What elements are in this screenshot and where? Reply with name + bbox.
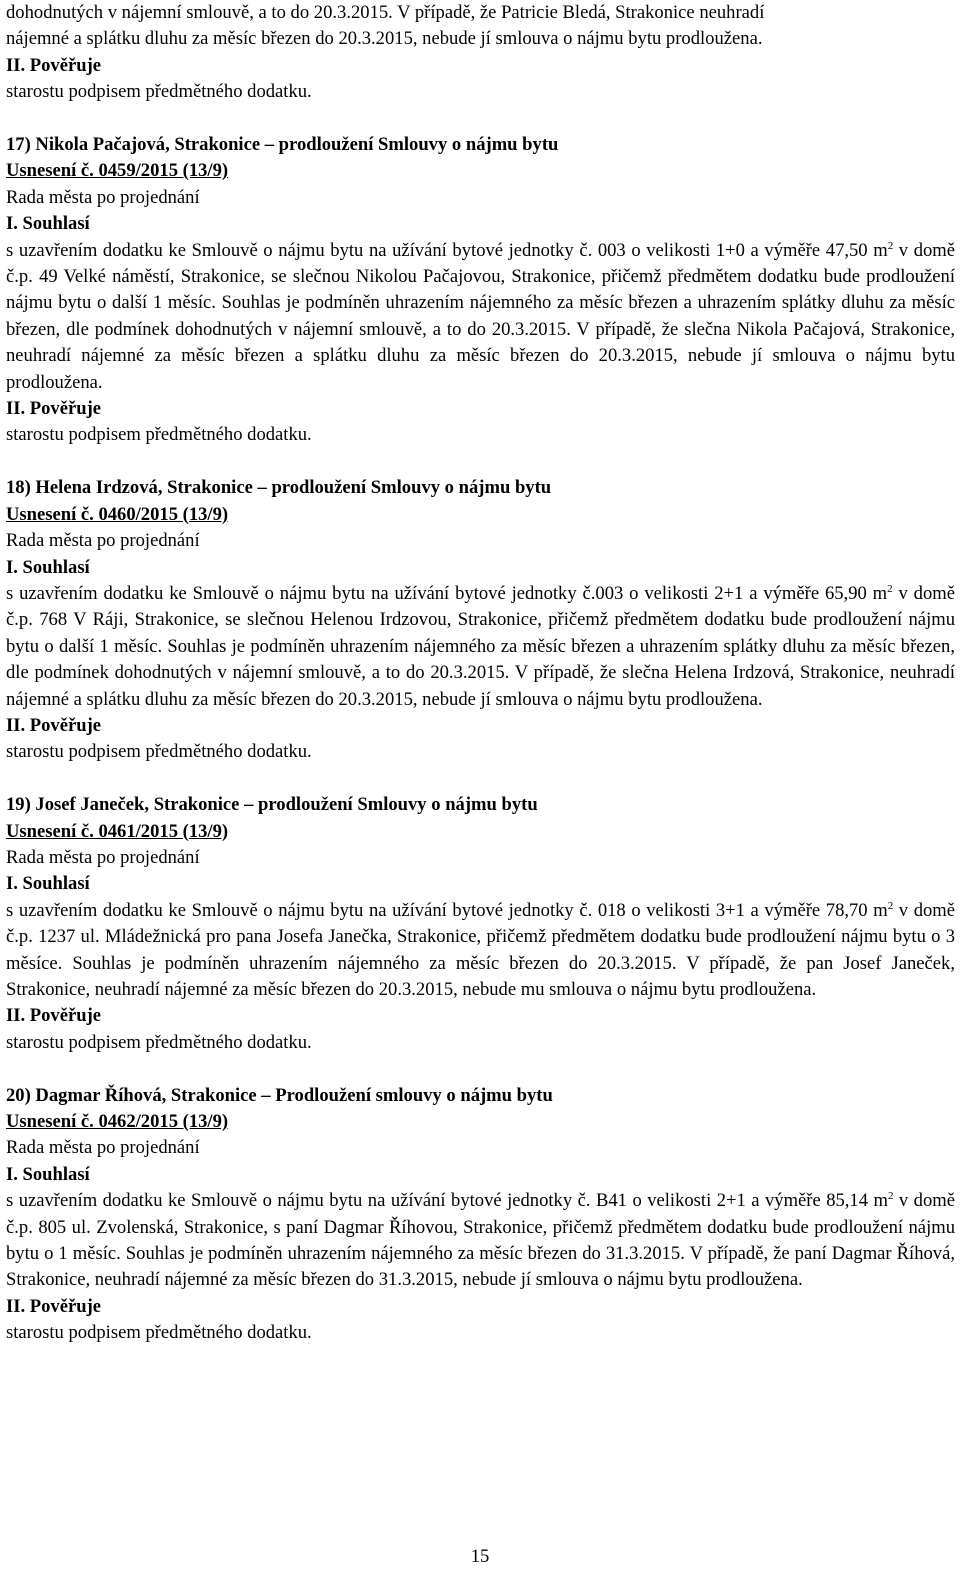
resolution-number: Usnesení č. 0461/2015 (13/9) [6, 820, 229, 842]
section1-body [6, 581, 955, 713]
resolution-item-20 [6, 1083, 955, 1347]
section1-body [6, 238, 955, 396]
superscript: 2 [887, 582, 893, 595]
superscript: 2 [887, 1190, 894, 1203]
resolution-number: Usnesení č. 0462/2015 (13/9) [6, 1111, 229, 1132]
section2-text: starostu podpisem předmětného dodatku. [6, 1031, 312, 1053]
section2-heading: II. Pověřuje [6, 1005, 102, 1027]
body-text-after: v domě č.p. 805 ul. Zvolenská, Strakonice, s paní Dagmar Říhovou, Strakonice, přičemž předmětem dodatku bude prodloužení nájmu bytu o 1 měsíc. Souhlas je podmíněn uhrazením nájemného za měsíc březen do 31.3.2015. V případě, že paní Dagmar Říhová, Strakonice, neuhradí nájemné za měsíc březen do 31.3.2015, nebude jí smlouva o nájmu bytu prodloužena. [6, 1190, 955, 1291]
intro-section2-heading: II. Pověřuje [6, 54, 102, 76]
council-line: Rada města po projednání [6, 186, 200, 208]
section2-heading: II. Pověřuje [6, 1295, 102, 1317]
page-number: 15 [470, 1546, 490, 1567]
body-text-before: s uzavřením dodatku ke Smlouvě o nájmu bytu na užívání bytové jednotky č. 018 o velikosti 3+1 a výměře 78,70 m [6, 899, 888, 921]
council-line: Rada města po projednání [6, 530, 200, 552]
intro-line-2: nájemné a splátku dluhu za měsíc březen do 20.3.2015, nebude jí smlouva o nájmu bytu prodloužena. [6, 28, 763, 50]
body-text-before: s uzavřením dodatku ke Smlouvě o nájmu bytu na užívání bytové jednotky č. B41 o velikosti 2+1 a výměře 85,14 m [6, 1190, 888, 1212]
section1-heading: I. Souhlasí [6, 213, 90, 235]
superscript: 2 [887, 239, 894, 252]
section1-heading: I. Souhlasí [6, 873, 90, 895]
superscript: 2 [887, 899, 894, 912]
section2-text: starostu podpisem předmětného dodatku. [6, 424, 312, 446]
item-heading: 19) Josef Janeček, Strakonice – prodloužení Smlouvy o nájmu bytu [6, 794, 538, 816]
section1-heading: I. Souhlasí [6, 556, 90, 578]
page-footer [0, 1546, 960, 1568]
item-heading: 17) Nikola Pačajová, Strakonice – prodloužení Smlouvy o nájmu bytu [6, 134, 559, 156]
document-content [6, 0, 955, 1347]
section1-body [6, 898, 955, 1004]
spacer [6, 766, 955, 792]
spacer [6, 449, 955, 475]
body-text-after: v domě č.p. 49 Velké náměstí, Strakonice, se slečnou Nikolou Pačajovou, Strakonice, přičemž předmětem dodatku bude prodloužení nájmu bytu o další 1 měsíc. Souhlas je podmíněn uhrazením nájemného za měsíc březen a uhrazením splátky dluhu za měsíc březen, dle podmínek dohodnutých v nájemní smlouvě, a to do 20.3.2015. V případě, že slečna Nikola Pačajová, Strakonice, neuhradí nájemné za měsíc březen a splátku dluhu za měsíc březen do 20.3.2015, nebude jí smlouva o nájmu bytu prodloužena. [6, 239, 956, 393]
spacer [6, 1056, 955, 1082]
item-heading: 18) Helena Irdzová, Strakonice – prodloužení Smlouvy o nájmu bytu [6, 477, 552, 499]
resolution-item-18 [6, 475, 955, 765]
resolution-item-17 [6, 132, 955, 449]
intro-section2-text: starostu podpisem předmětného dodatku. [6, 81, 312, 103]
body-text-before: s uzavřením dodatku ke Smlouvě o nájmu bytu na užívání bytové jednotky č.003 o velikosti 2+1 a výměře 65,90 m [6, 582, 888, 604]
resolution-item-19 [6, 792, 955, 1056]
body-text-before: s uzavřením dodatku ke Smlouvě o nájmu bytu na užívání bytové jednotky č. 003 o velikosti 1+0 a výměře 47,50 m [6, 239, 888, 261]
intro-block [6, 0, 955, 106]
item-heading: 20) Dagmar Říhová, Strakonice – Prodloužení smlouvy o nájmu bytu [6, 1084, 553, 1106]
section1-body [6, 1188, 955, 1294]
council-line: Rada města po projednání [6, 1137, 200, 1159]
section1-heading: I. Souhlasí [6, 1163, 90, 1185]
intro-line-1: dohodnutých v nájemní smlouvě, a to do 20.3.2015. V případě, že Patricie Bledá, Strakonice neuhradí [6, 2, 765, 23]
body-text-after: v domě č.p. 768 V Ráji, Strakonice, se slečnou Helenou Irdzovou, Strakonice, přičemž předmětem dodatku bude prodloužení nájmu bytu o další 1 měsíc. Souhlas je podmíněn uhrazením nájemného za měsíc březen a uhrazením splátky dluhu za měsíc březen, dle podmínek dohodnutých v nájemní smlouvě, a to do 20.3.2015. V případě, že slečna Helena Irdzová, Strakonice, neuhradí nájemné a splátku dluhu za měsíc březen do 20.3.2015, nebude jí smlouva o nájmu bytu prodloužena. [6, 582, 955, 710]
body-text-after: v domě č.p. 1237 ul. Mládežnická pro pana Josefa Janečka, Strakonice, přičemž předmětem dodatku bude prodloužení nájmu bytu o 3 měsíce. Souhlas je podmíněn uhrazením nájemného za měsíc březen do 20.3.2015. V případě, že pan Josef Janeček, Strakonice, neuhradí nájemné za měsíc březen do 20.3.2015, nebude mu smlouva o nájmu bytu prodloužena. [6, 899, 956, 1000]
council-line: Rada města po projednání [6, 846, 200, 868]
section2-text: starostu podpisem předmětného dodatku. [6, 741, 312, 763]
section2-heading: II. Pověřuje [6, 714, 102, 736]
resolution-number: Usnesení č. 0460/2015 (13/9) [6, 503, 229, 525]
spacer [6, 106, 955, 132]
section2-text: starostu podpisem předmětného dodatku. [6, 1322, 312, 1344]
resolution-number: Usnesení č. 0459/2015 (13/9) [6, 160, 229, 182]
section2-heading: II. Pověřuje [6, 398, 102, 420]
